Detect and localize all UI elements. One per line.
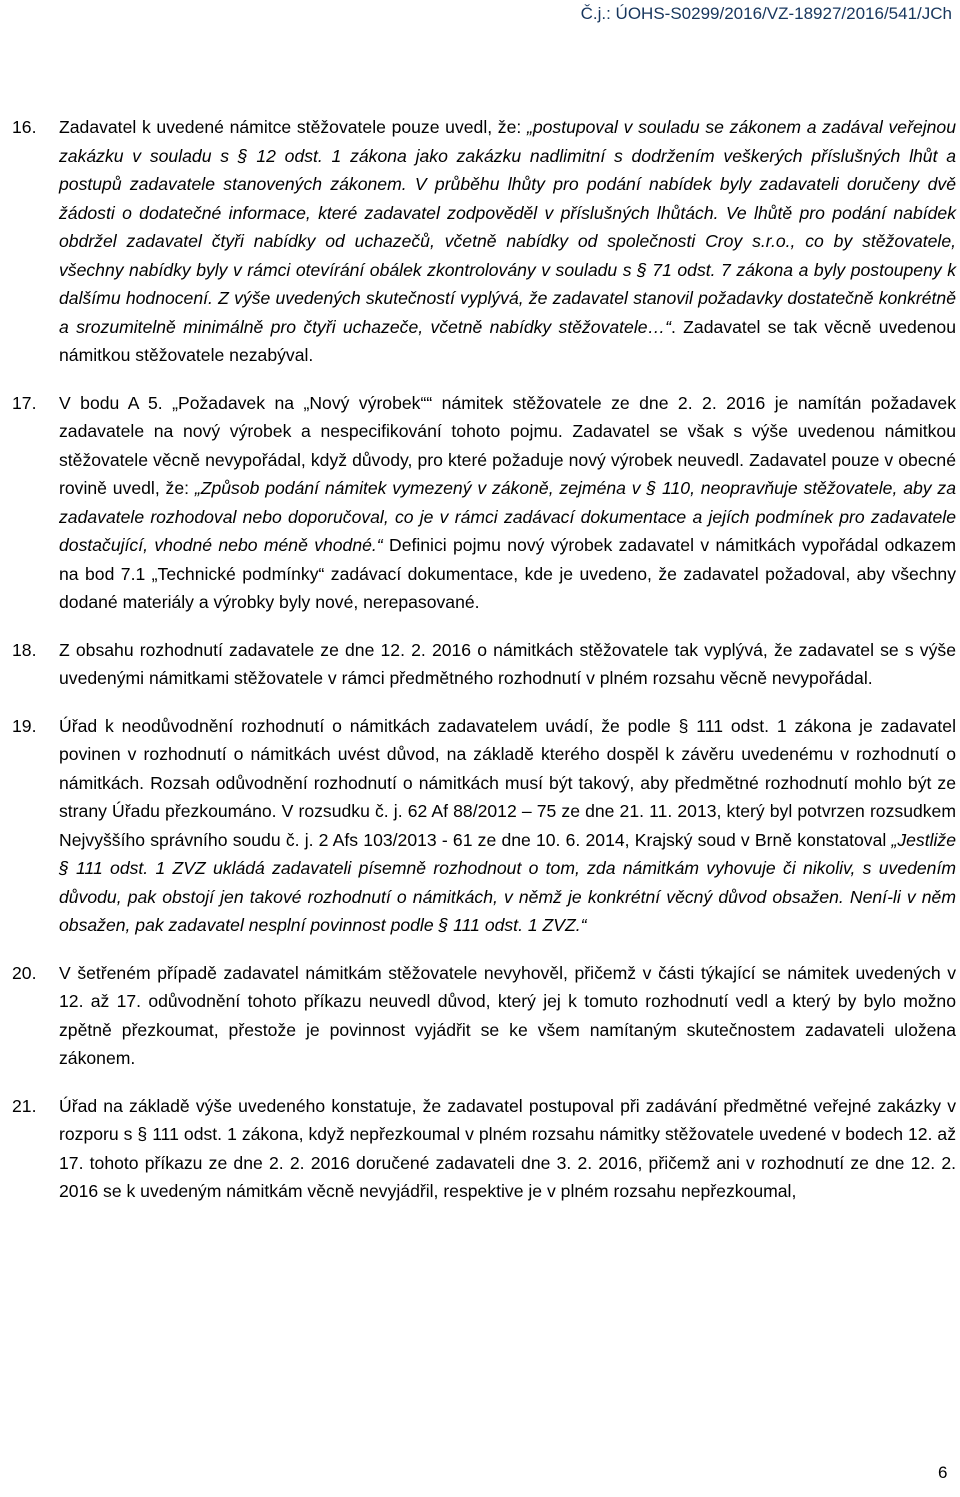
paragraph-text: V bodu A 5. „Požadavek na „Nový výrobek““ námitek stěžovatele ze dne 2. 2. 2016 je namítán požadavek zadavatele na nový výrobek a nespecifikování tohoto pojmu. Zadavatel se však s výše uvedenou námitkou stěžovatele věcně nevypořádal, když důvody, pro které požaduje nový výrobek neuvedl. Zadavatel pouze v obecné rovině uvedl, že: — [59, 392, 956, 498]
paragraph-21 — [0, 1092, 956, 1206]
paragraph-number: 20. — [12, 962, 37, 983]
quoted-text: „Jestliže § 111 odst. 1 ZVZ ukládá zadavateli písemně rozhodnout o tom, zda námitkám vyhovuje či nikoliv, s uvedením důvodu, pak obstojí jen takové rozhodnutí o námitkách, v němž je konkrétní věcný důvod obsažen. Není-li v něm obsažen, pak zadavatel nesplní povinnost podle § 111 odst. 1 ZVZ.“ — [59, 829, 956, 935]
paragraph-text: V šetřeném případě zadavatel námitkám stěžovatele nevyhověl, přičemž v části týkající se námitek uvedených v 12. až 17. odůvodnění tohoto příkazu neuvedl důvod, který jej k tomuto rozhodnutí vedl a který by bylo možno zpětně přezkoumat, přestože je povinnost vyjádřit se ke všem namítaným skutečnostem zadavateli uložena zákonem. — [59, 962, 956, 1068]
paragraph-19 — [0, 712, 956, 940]
paragraph-number: 16. — [12, 117, 37, 137]
page-number: 6 — [938, 1463, 948, 1482]
paragraph-16 — [0, 113, 956, 370]
paragraph-number: 19. — [12, 715, 37, 736]
paragraph-text: Zadavatel k uvedené námitce stěžovatele pouze uvedl, že: — [59, 117, 527, 137]
paragraph-17 — [0, 389, 956, 617]
paragraph-text: . Zadavatel se tak věcně uvedenou námitkou stěžovatele nezabýval. — [59, 316, 956, 365]
paragraph-number: 18. — [12, 639, 37, 660]
paragraph-20 — [0, 959, 956, 1073]
paragraph-number: 17. — [12, 392, 37, 413]
paragraph-text: Úřad k neodůvodnění rozhodnutí o námitkách zadavatelem uvádí, že podle § 111 odst. 1 zákona je zadavatel povinen v rozhodnutí o námitkách uvést důvod, na základě kterého dospěl k závěru uvedenému v rozhodnutí o námitkách. Rozsah odůvodnění rozhodnutí o námitkách musí být takový, aby předmětné rozhodnutí mohlo být ze strany Úřadu přezkoumáno. V rozsudku č. j. 62 Af 88/2012 – 75 ze dne 21. 11. 2013, který byl potvrzen rozsudkem Nejvyššího správního soudu č. j. 2 Afs 103/2013 - 61 ze dne 10. 6. 2014, Krajský soud v Brně konstatoval — [59, 715, 956, 850]
quoted-text: „postupoval v souladu se zákonem a zadával veřejnou zakázku v souladu s § 12 odst. 1 zákona jako zakázku nadlimitní s dodržením veškerých příslušných lhůt a postupů zadavatele stanovených zákonem. V průběhu lhůty pro podání nabídek byly zadavateli doručeny dvě žádosti o dodatečné informace, které zadavatel zodpověděl v příslušných lhůtách. Ve lhůtě pro podání nabídek obdržel zadavatel čtyři nabídky od uchazečů, včetně nabídky od společnosti Croy s.r.o., co by stěžovatele, všechny nabídky byly v rámci otevírání obálek zkontrolovány v souladu s § 71 odst. 7 zákona a byly postoupeny k dalšímu hodnocení. Z výše uvedených skutečností vyplývá, že zadavatel stanovil požadavky dostatečně konkrétně a srozumitelně minimálně pro čtyři uchazeče, včetně nabídky stěžovatele…“ — [59, 117, 956, 337]
paragraph-text: Z obsahu rozhodnutí zadavatele ze dne 12. 2. 2016 o námitkách stěžovatele tak vyplývá, že zadavatel se s výše uvedenými námitkami stěžovatele v rámci předmětného rozhodnutí v plném rozsahu věcně nevypořádal. — [59, 639, 956, 688]
paragraph-text: Úřad na základě výše uvedeného konstatuje, že zadavatel postupoval při zadávání předmětné veřejné zakázky v rozporu s § 111 odst. 1 zákona, když nepřezkoumal v plném rozsahu námitky stěžovatele uvedené v bodech 12. až 17. tohoto příkazu ze dne 2. 2. 2016 doručené zadavateli dne 3. 2. 2016, přičemž ani v rozhodnutí ze dne 12. 2. 2016 se k uvedeným námitkám věcně nevyjádřil, respektive je v plném rozsahu nepřezkoumal, — [59, 1095, 956, 1201]
paragraph-18 — [0, 636, 956, 693]
document-reference-header: Č.j.: ÚOHS-S0299/2016/VZ-18927/2016/541/JCh — [580, 4, 952, 23]
paragraph-number: 21. — [12, 1095, 37, 1116]
quoted-text: „Způsob podání námitek vymezený v zákoně, zejména v § 110, neopravňuje stěžovatele, aby za zadavatele rozhodoval nebo doporučoval, co je v rámci zadávací dokumentace a jejích podmínek pro zadavatele dostačující, vhodné nebo méně vhodné.“ — [59, 478, 956, 555]
paragraph-text: Definici pojmu nový výrobek zadavatel v námitkách vypořádal odkazem na bod 7.1 „Technické podmínky“ zadávací dokumentace, kde je uvedeno, že zadavatel požadoval, aby všechny dodané materiály a výrobky byly nové, nerepasované. — [59, 535, 956, 612]
document-body — [0, 113, 956, 1225]
